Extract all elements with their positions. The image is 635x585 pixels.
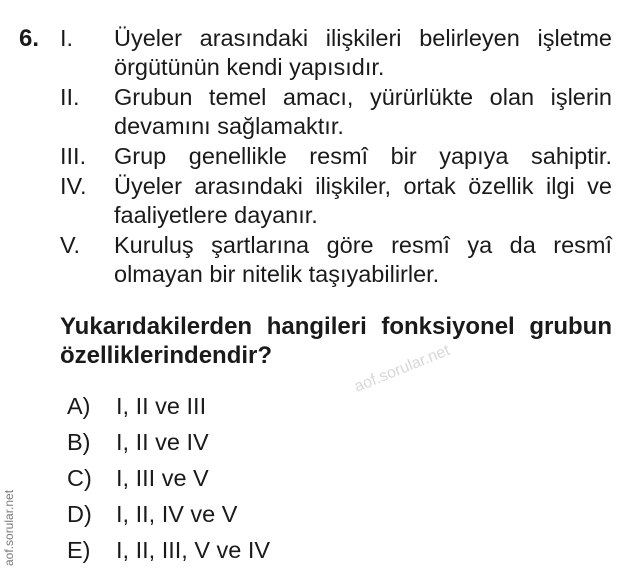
- option-text: I, II ve IV: [116, 429, 209, 455]
- option-text: I, II, III, V ve IV: [116, 537, 271, 563]
- option-letter: E): [67, 537, 91, 563]
- option-c[interactable]: [67, 464, 270, 500]
- diagonal-watermark: aof.sorular.net: [352, 342, 453, 396]
- statement-3: [60, 142, 612, 171]
- statement-4: [60, 172, 612, 230]
- option-text: I, II ve III: [116, 393, 207, 419]
- statement-2: [60, 83, 612, 141]
- statement-text: Grubun temel amacı, yürürlükte olan işlerin devamını sağlamaktır.: [114, 84, 612, 139]
- side-watermark: aof.sorular.net: [2, 489, 16, 566]
- question-prompt: Yukarıdakilerden hangileri fonksiyonel grubun özelliklerindendir?: [60, 313, 612, 369]
- statement-text: Grup genellikle resmî bir yapıya sahiptir.: [114, 143, 612, 169]
- statement-numeral: IV.: [60, 173, 87, 199]
- option-e[interactable]: [67, 536, 270, 572]
- statement-numeral: V.: [60, 232, 81, 258]
- option-b[interactable]: [67, 428, 270, 464]
- option-letter: B): [67, 429, 91, 455]
- statement-list: [60, 24, 612, 289]
- question-number: 6.: [19, 25, 40, 52]
- statement-text: Üyeler arasındaki ilişkiler, ortak özellik ilgi ve faaliyetlere dayanır.: [114, 173, 612, 228]
- statement-numeral: III.: [60, 143, 87, 169]
- statement-5: [60, 231, 612, 289]
- option-text: I, II, IV ve V: [116, 501, 238, 527]
- option-letter: A): [67, 393, 91, 419]
- statement-text: Kuruluş şartlarına göre resmî ya da resmî olmayan bir nitelik taşıyabilirler.: [114, 232, 612, 287]
- option-letter: C): [67, 465, 92, 491]
- statement-numeral: I.: [60, 25, 74, 51]
- statement-1: [60, 24, 612, 82]
- statement-text: Üyeler arasındaki ilişkileri belirleyen işletme örgütünün kendi yapısıdır.: [114, 25, 612, 80]
- option-a[interactable]: [67, 392, 270, 428]
- option-letter: D): [67, 501, 92, 527]
- statement-numeral: II.: [60, 84, 80, 110]
- option-text: I, III ve V: [116, 465, 209, 491]
- option-d[interactable]: [67, 500, 270, 536]
- answer-options: [67, 392, 270, 572]
